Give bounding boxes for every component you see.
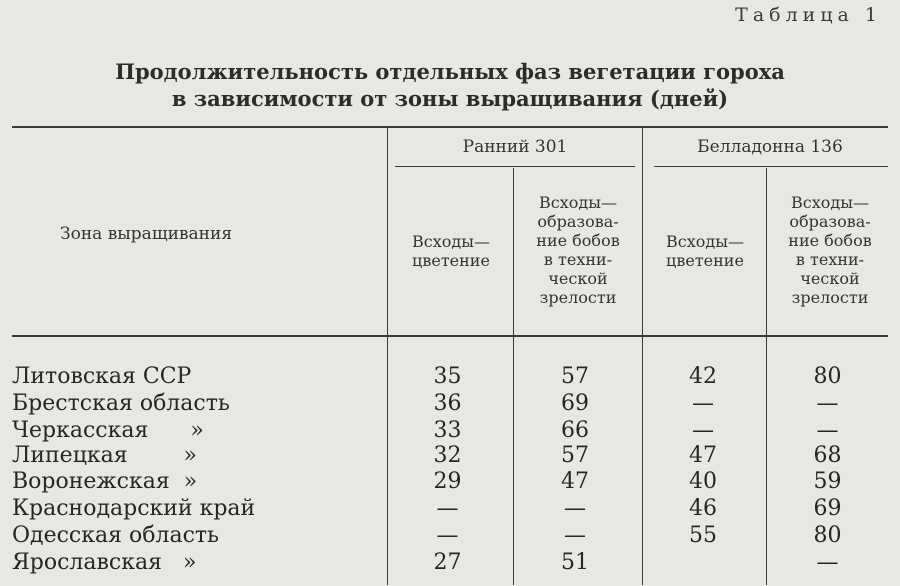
row-2-zone: Брестская область bbox=[12, 391, 230, 416]
column-divider-2 bbox=[513, 168, 514, 585]
row-4-value-2: 57 bbox=[561, 443, 589, 468]
header-sub-col-2-line: образова- bbox=[537, 212, 619, 231]
header-sub-col-4-line: ческой bbox=[800, 269, 860, 288]
header-sub-col-3-line: цветение bbox=[666, 251, 744, 270]
header-sub-col-2-line: ние бобов bbox=[536, 231, 620, 250]
row-8-zone: Ярославская » bbox=[12, 550, 197, 575]
header-sub-col-4-line: ние бобов bbox=[788, 231, 872, 250]
row-4-value-4: 68 bbox=[813, 443, 842, 468]
header-top-rule bbox=[12, 126, 888, 128]
header-group-ranniy: Ранний 301 bbox=[462, 137, 568, 157]
table-title bbox=[0, 58, 900, 112]
row-6-value-1: — bbox=[436, 496, 459, 521]
table-title-line-2: в зависимости от зоны выращивания (дней) bbox=[171, 86, 729, 111]
row-7-value-3: 55 bbox=[689, 523, 717, 548]
group-rule-left bbox=[395, 166, 635, 167]
row-3-value-4: — bbox=[816, 418, 839, 443]
row-1-value-2: 57 bbox=[561, 364, 589, 389]
row-5-value-2: 47 bbox=[561, 469, 589, 494]
column-divider-1 bbox=[387, 127, 388, 585]
header-sub-col-2-line: в техни- bbox=[543, 250, 613, 269]
header-sub-col-2-line: ческой bbox=[548, 269, 608, 288]
header-sub-col-4-line: в техни- bbox=[795, 250, 865, 269]
header-zone: Зона выращивания bbox=[60, 224, 233, 244]
header-sub-col-4-line: зрелости bbox=[791, 288, 869, 307]
row-1-zone: Литовская ССР bbox=[12, 364, 192, 389]
row-3-value-2: 66 bbox=[561, 418, 589, 443]
row-6-value-2: — bbox=[564, 496, 586, 521]
header-sub-col-3-line: Всходы— bbox=[666, 232, 744, 251]
header-sub-col-2-line: Всходы— bbox=[539, 193, 617, 212]
header-sub-col-4-line: образова- bbox=[789, 212, 871, 231]
row-2-value-3: — bbox=[692, 391, 714, 416]
header-bottom-rule bbox=[12, 335, 888, 337]
header-sub-col-1 bbox=[390, 232, 512, 270]
row-6-value-4: 69 bbox=[813, 496, 842, 521]
header-sub-col-4-line: Всходы— bbox=[791, 193, 869, 212]
row-6-value-3: 46 bbox=[689, 496, 717, 521]
group-rule-right bbox=[654, 166, 888, 167]
row-3-value-1: 33 bbox=[433, 418, 462, 443]
row-7-value-2: — bbox=[564, 523, 586, 548]
row-1-value-1: 35 bbox=[433, 364, 462, 389]
row-5-value-4: 59 bbox=[813, 469, 842, 494]
header-group-belladonna: Белладонна 136 bbox=[697, 137, 843, 157]
row-7-value-4: 80 bbox=[813, 523, 842, 548]
column-divider-4 bbox=[766, 168, 767, 585]
header-sub-col-1-line: цветение bbox=[412, 251, 490, 270]
row-5-value-3: 40 bbox=[689, 469, 717, 494]
row-2-value-1: 36 bbox=[433, 391, 462, 416]
header-sub-col-4 bbox=[768, 193, 892, 307]
header-sub-col-1-line: Всходы— bbox=[412, 232, 490, 251]
header-sub-col-3 bbox=[644, 232, 766, 270]
row-8-value-2: 51 bbox=[561, 550, 589, 575]
header-sub-col-2-line: зрелости bbox=[539, 288, 617, 307]
row-5-zone: Воронежская » bbox=[12, 469, 198, 494]
row-8-value-4: — bbox=[816, 550, 839, 575]
row-4-zone: Липецкая » bbox=[12, 443, 198, 468]
row-3-value-3: — bbox=[692, 418, 714, 443]
row-4-value-1: 32 bbox=[433, 443, 462, 468]
row-2-value-2: 69 bbox=[561, 391, 589, 416]
table-number-label: Таблица 1 bbox=[735, 4, 882, 26]
row-1-value-3: 42 bbox=[689, 364, 717, 389]
row-8-value-1: 27 bbox=[433, 550, 462, 575]
row-5-value-1: 29 bbox=[433, 469, 462, 494]
header-sub-col-2 bbox=[515, 193, 641, 307]
table-title-line-1: Продолжительность отдельных фаз вегетации гороха bbox=[115, 59, 785, 84]
row-7-zone: Одесская область bbox=[12, 523, 220, 548]
row-2-value-4: — bbox=[816, 391, 839, 416]
row-4-value-3: 47 bbox=[689, 443, 717, 468]
row-3-zone: Черкасская » bbox=[12, 418, 204, 443]
row-7-value-1: — bbox=[436, 523, 459, 548]
column-divider-3 bbox=[642, 127, 643, 585]
row-1-value-4: 80 bbox=[813, 364, 842, 389]
row-6-zone: Краснодарский край bbox=[12, 496, 256, 521]
